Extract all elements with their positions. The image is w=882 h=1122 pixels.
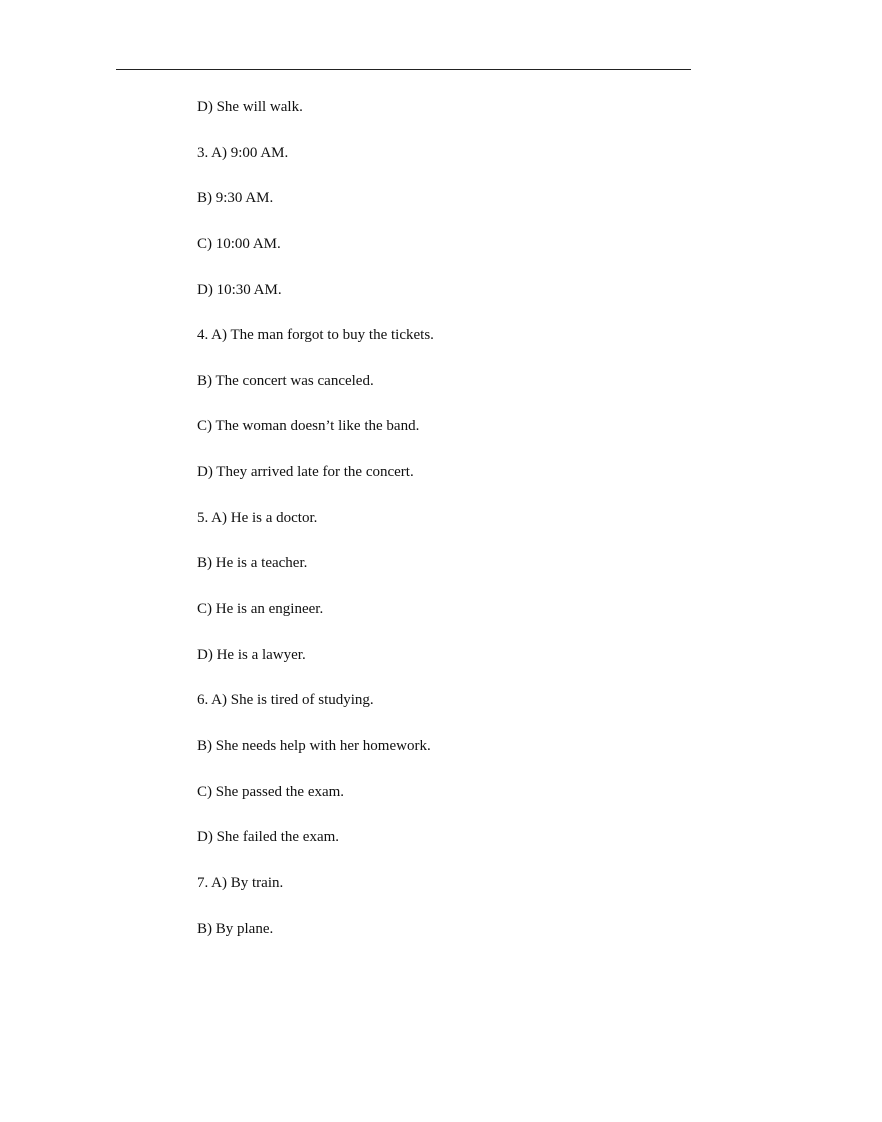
option-line: D) They arrived late for the concert. bbox=[197, 464, 414, 481]
option-line: B) 9:30 AM. bbox=[197, 190, 274, 207]
option-line: C) The woman doesn’t like the band. bbox=[197, 418, 420, 435]
option-line: B) The concert was canceled. bbox=[197, 372, 374, 389]
header-rule bbox=[116, 69, 691, 70]
option-line: 6. A) She is tired of studying. bbox=[197, 692, 374, 709]
option-line: C) He is an engineer. bbox=[197, 601, 324, 618]
option-line: C) She passed the exam. bbox=[197, 783, 345, 800]
option-line: 5. A) He is a doctor. bbox=[197, 509, 318, 526]
option-line: D) 10:30 AM. bbox=[197, 281, 282, 298]
option-line: 3. A) 9:00 AM. bbox=[197, 144, 289, 161]
option-line: B) By plane. bbox=[197, 920, 274, 937]
option-line: 7. A) By train. bbox=[197, 874, 284, 891]
option-line: D) She will walk. bbox=[197, 99, 303, 115]
option-line: 4. A) The man forgot to buy the tickets. bbox=[197, 327, 434, 344]
option-line: B) He is a teacher. bbox=[197, 555, 308, 572]
option-line: B) She needs help with her homework. bbox=[197, 737, 431, 754]
option-line: D) She failed the exam. bbox=[197, 829, 340, 846]
answer-options-list bbox=[197, 97, 434, 964]
option-line: D) He is a lawyer. bbox=[197, 646, 306, 663]
option-line: C) 10:00 AM. bbox=[197, 235, 281, 252]
